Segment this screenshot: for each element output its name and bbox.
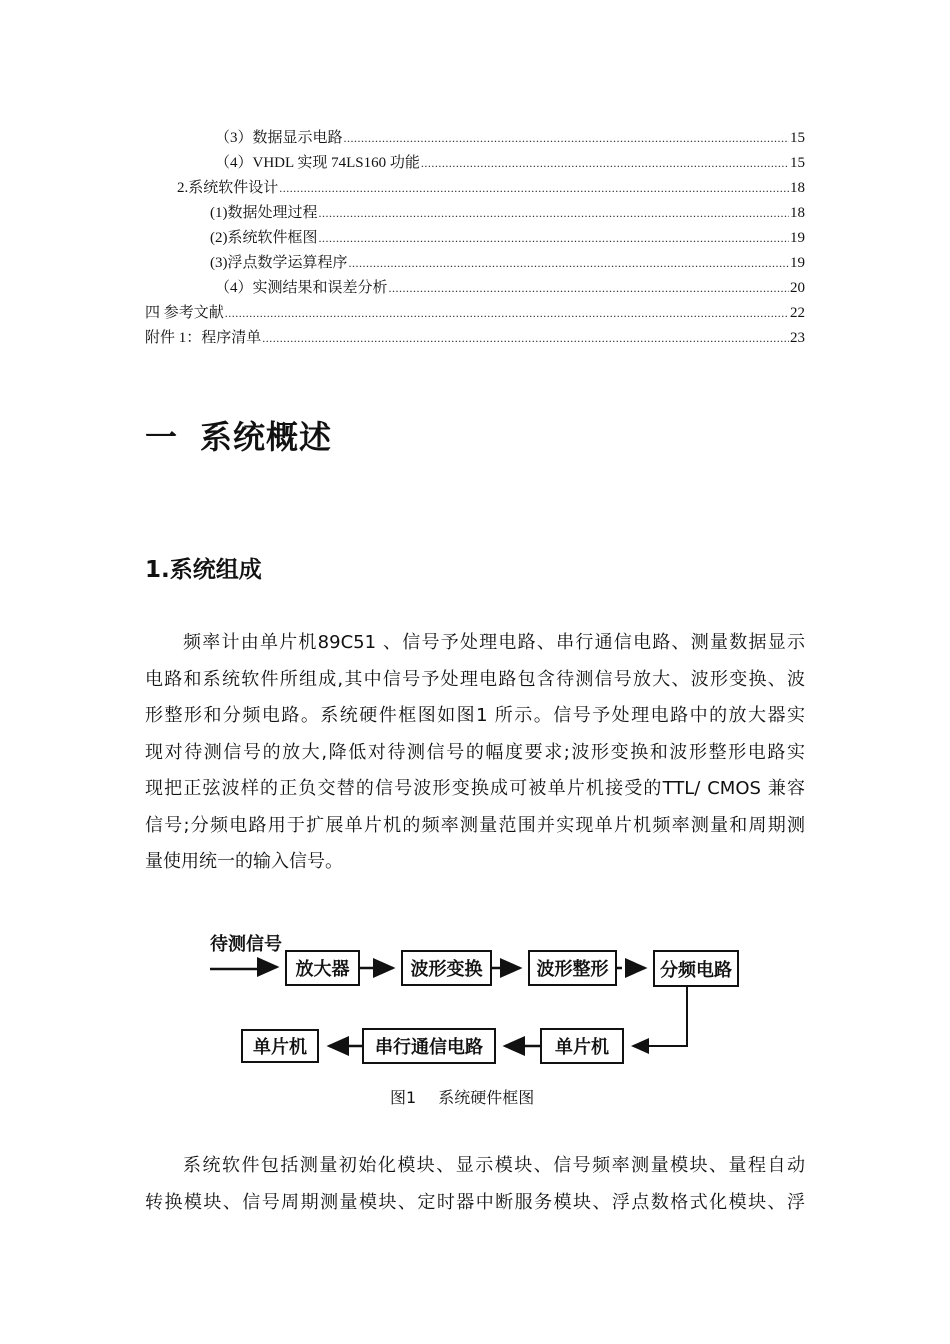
paragraph-line: 系统软件包括测量初始化模块、显示模块、信号频率测量模块、量程自动	[183, 1155, 805, 1176]
toc-entry-page: 19	[790, 230, 805, 246]
toc-entry[interactable]	[177, 176, 805, 198]
toc-leader-dots	[319, 231, 790, 246]
toc-entry-page: 15	[790, 130, 805, 146]
toc-entry[interactable]	[215, 126, 805, 148]
caption-number: 图1	[390, 1088, 417, 1107]
toc-entry-label: （4）实测结果和误差分析	[215, 280, 388, 296]
toc-entry-page: 23	[790, 330, 805, 346]
toc-entry[interactable]	[210, 226, 805, 248]
body-paragraph	[145, 625, 805, 881]
figure-caption	[390, 1085, 534, 1108]
toc-entry[interactable]	[210, 251, 805, 273]
toc-entry-page: 15	[790, 155, 805, 171]
mcu-left-block: 单片机	[241, 1029, 319, 1063]
hardware-block-diagram	[205, 925, 745, 1075]
toc-entry-label: (3)浮点数学运算程序	[210, 255, 348, 271]
toc-entry[interactable]	[215, 276, 805, 298]
toc-leader-dots	[421, 156, 789, 171]
toc-entry-page: 20	[790, 280, 805, 296]
toc-leader-dots	[279, 181, 789, 196]
paragraph-line: 频率计由单片机89C51 、信号予处理电路、串行通信电路、测量数据显示	[183, 632, 805, 653]
toc-leader-dots	[349, 256, 790, 271]
toc-leader-dots	[344, 131, 789, 146]
body-paragraph	[145, 1148, 805, 1221]
toc-entry[interactable]	[215, 151, 805, 173]
toc-entry-page: 18	[790, 180, 805, 196]
paragraph-line: 转换模块、信号周期测量模块、定时器中断服务模块、浮点数格式化模块、浮	[145, 1191, 805, 1213]
paragraph-line: 现对待测信号的放大,降低对待测信号的幅度要求;波形变换和波形整形电路实	[145, 741, 805, 763]
toc-entry-page: 22	[790, 305, 805, 321]
toc-leader-dots	[225, 306, 789, 321]
toc-entry-label: 四 参考文献	[145, 305, 224, 321]
section-number: 一	[145, 418, 179, 456]
section-title: 系统概述	[200, 418, 333, 456]
toc-entry[interactable]	[145, 326, 805, 348]
toc-entry-page: 18	[790, 205, 805, 221]
toc-leader-dots	[389, 281, 789, 296]
toc-entry-label: (2)系统软件框图	[210, 230, 318, 246]
toc-entry[interactable]	[145, 301, 805, 323]
mcu-right-block: 单片机	[540, 1028, 624, 1064]
paragraph-line: 信号;分频电路用于扩展单片机的频率测量范围并实现单片机频率测量和周期测	[145, 814, 805, 836]
toc-entry-page: 19	[790, 255, 805, 271]
wave-shaping-block: 波形整形	[528, 950, 617, 986]
section-heading	[145, 412, 332, 458]
wave-transform-block: 波形变换	[401, 950, 492, 986]
serial-comm-block: 串行通信电路	[362, 1028, 496, 1064]
subsection-heading: 1.系统组成	[145, 557, 262, 583]
arrow-divider-to-mcu	[633, 987, 687, 1046]
paragraph-line: 电路和系统软件所组成,其中信号予处理电路包含待测信号放大、波形变换、波	[145, 668, 805, 690]
paragraph-line: 量使用统一的输入信号。	[145, 851, 343, 872]
caption-title: 系统硬件框图	[438, 1088, 535, 1107]
toc-leader-dots	[262, 331, 789, 346]
amplifier-block: 放大器	[285, 950, 360, 986]
toc-entry-label: （4）VHDL 实现 74LS160 功能	[215, 155, 420, 171]
divider-block: 分频电路	[653, 950, 739, 987]
toc-entry-label: （3）数据显示电路	[215, 130, 343, 146]
arrow-input	[210, 967, 277, 969]
paragraph-line: 形整形和分频电路。系统硬件框图如图1 所示。信号予处理电路中的放大器实	[145, 705, 805, 726]
toc-leader-dots	[319, 206, 790, 221]
toc-entry[interactable]	[210, 201, 805, 223]
input-signal-label: 待测信号	[210, 934, 282, 955]
toc-entry-label: 2.系统软件设计	[177, 180, 279, 196]
toc-entry-label: 附件 1：程序清单	[145, 330, 262, 346]
toc-entry-label: (1)数据处理过程	[210, 205, 318, 221]
paragraph-line: 现把正弦波样的正负交替的信号波形变换成可被单片机接受的TTL/ CMOS 兼容	[145, 778, 805, 799]
